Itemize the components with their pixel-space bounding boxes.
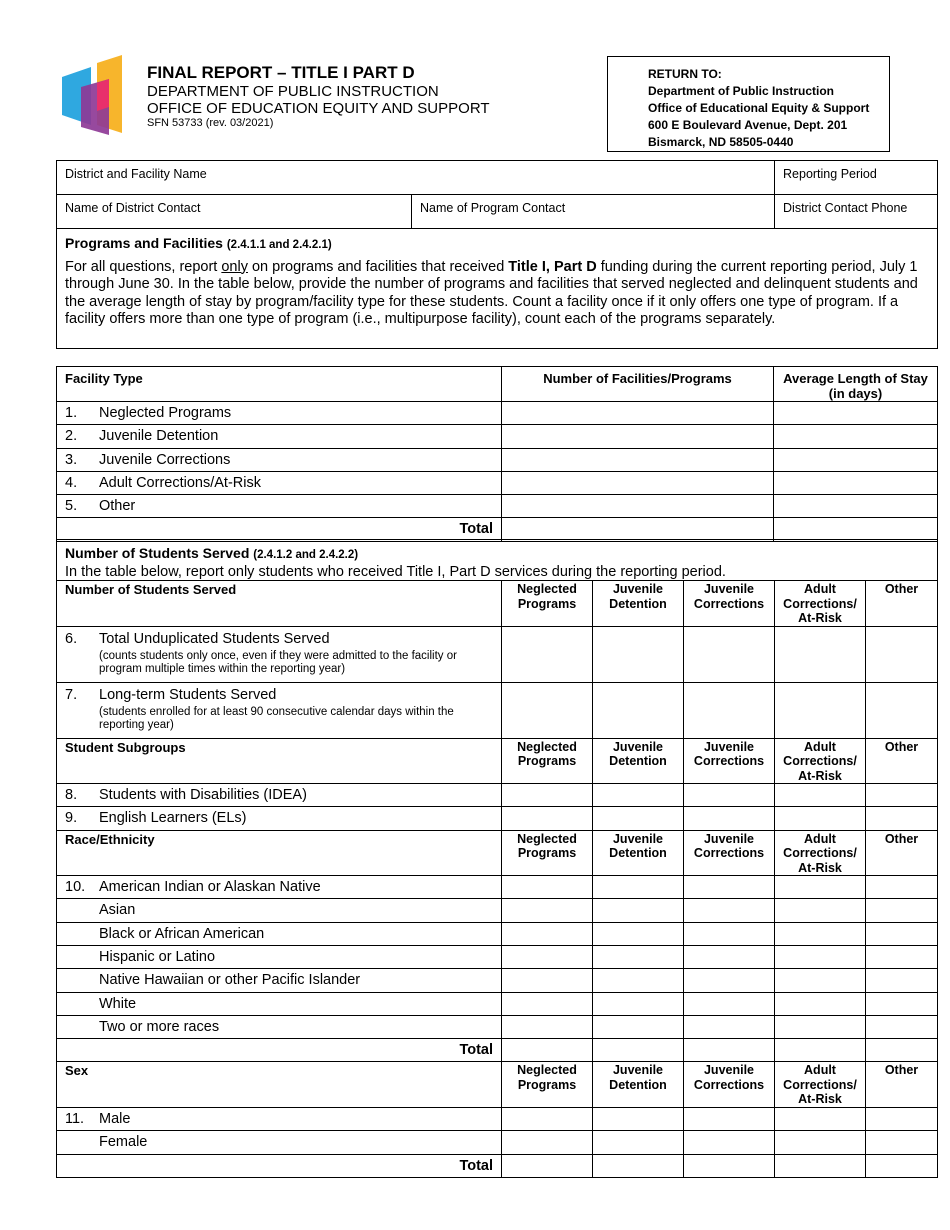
students-served-section <box>57 540 938 581</box>
return-to-box <box>607 56 890 152</box>
input-cell[interactable] <box>684 1015 775 1038</box>
row-label: Female <box>57 1131 502 1154</box>
field-label: Name of District Contact <box>65 201 201 215</box>
input-cell[interactable] <box>775 626 866 682</box>
input-cell[interactable] <box>593 784 684 807</box>
column-header: Juvenile Corrections <box>684 1062 775 1108</box>
input-cell[interactable] <box>502 425 774 448</box>
students-instructions: In the table below, report only students who received Title I, Part D services during the reporting period. <box>65 564 726 580</box>
total-row <box>57 1154 938 1177</box>
form-header <box>147 64 490 129</box>
input-cell[interactable] <box>775 969 866 992</box>
input-cell[interactable] <box>684 784 775 807</box>
column-header: Sex <box>57 1062 502 1108</box>
input-cell[interactable] <box>866 1131 938 1154</box>
column-header: Juvenile Detention <box>593 830 684 876</box>
reporting-period-field[interactable] <box>775 161 938 195</box>
input-cell[interactable] <box>502 807 593 830</box>
column-header: Facility Type <box>57 367 502 402</box>
column-header: Juvenile Corrections <box>684 830 775 876</box>
input-cell[interactable] <box>502 448 774 471</box>
input-cell[interactable] <box>502 992 593 1015</box>
input-cell[interactable] <box>502 402 774 425</box>
district-contact-field[interactable] <box>57 195 412 229</box>
column-header: Average Length of Stay (in days) <box>774 367 938 402</box>
input-cell[interactable] <box>502 1039 593 1062</box>
column-header: Adult Corrections/ At-Risk <box>775 738 866 784</box>
input-cell[interactable] <box>775 876 866 899</box>
input-cell[interactable] <box>593 899 684 922</box>
header-row <box>57 581 938 627</box>
column-header: Race/Ethnicity <box>57 830 502 876</box>
input-cell[interactable] <box>866 807 938 830</box>
row-label: 6. Total Unduplicated Students Served (counts students only once, even if they were admitted to the facility or program multiple times within the reporting year) <box>57 626 502 682</box>
input-cell[interactable] <box>866 945 938 968</box>
input-cell[interactable] <box>502 1107 593 1130</box>
input-cell[interactable] <box>684 1154 775 1177</box>
input-cell[interactable] <box>502 784 593 807</box>
column-header: Other <box>866 1062 938 1108</box>
input-cell[interactable] <box>774 495 938 518</box>
students-served-table <box>56 539 938 1178</box>
return-to-line: 600 E Boulevard Avenue, Dept. 201 <box>648 118 848 132</box>
column-header: Other <box>866 581 938 627</box>
input-cell[interactable] <box>502 899 593 922</box>
section-heading: Number of Students Served (2.4.1.2 and 2.4.2.2) <box>65 545 359 561</box>
input-cell[interactable] <box>866 1039 938 1062</box>
return-to-line: Department of Public Instruction <box>648 84 835 98</box>
column-header: Neglected Programs <box>502 830 593 876</box>
input-cell[interactable] <box>774 471 938 494</box>
input-cell[interactable] <box>866 922 938 945</box>
table-row <box>57 992 938 1015</box>
column-header: Other <box>866 830 938 876</box>
table-row <box>57 682 938 738</box>
return-to-label: RETURN TO: <box>648 67 722 81</box>
input-cell[interactable] <box>774 518 938 541</box>
return-to-line: Office of Educational Equity & Support <box>648 101 870 115</box>
programs-instructions: For all questions, report only on programs and facilities that received Title I, Part D funding during the current reporting period, July 1 through June 30. In the table below, provide the number of programs and facilities that served neglected and delinquent students and the average length of stay by program/facility type for these students. Count a facility once if it only offers one type of program. If a facility offers more than one type of program (i.e., multipurpose facility), count each of the programs separately. <box>65 258 918 327</box>
input-cell[interactable] <box>866 992 938 1015</box>
field-label: District and Facility Name <box>65 167 207 181</box>
input-cell[interactable] <box>775 1154 866 1177</box>
table-row <box>57 1107 938 1130</box>
input-cell[interactable] <box>775 899 866 922</box>
row-label: Black or African American <box>57 922 502 945</box>
row-label: Native Hawaiian or other Pacific Islander <box>57 969 502 992</box>
column-header: Juvenile Corrections <box>684 581 775 627</box>
district-phone-field[interactable] <box>775 195 938 229</box>
table-row <box>57 876 938 899</box>
input-cell[interactable] <box>775 807 866 830</box>
table-row <box>57 495 938 518</box>
input-cell[interactable] <box>593 682 684 738</box>
table-row <box>57 425 938 448</box>
input-cell[interactable] <box>502 626 593 682</box>
input-cell[interactable] <box>866 1154 938 1177</box>
program-contact-field[interactable] <box>412 195 775 229</box>
input-cell[interactable] <box>684 992 775 1015</box>
column-header: Number of Facilities/Programs <box>502 367 774 402</box>
table-row <box>57 471 938 494</box>
input-cell[interactable] <box>866 876 938 899</box>
table-row <box>57 969 938 992</box>
department-name: DEPARTMENT OF PUBLIC INSTRUCTION <box>147 83 439 100</box>
input-cell[interactable] <box>866 899 938 922</box>
facility-type-table <box>56 366 938 542</box>
input-cell[interactable] <box>866 1107 938 1130</box>
table-row <box>57 922 938 945</box>
input-cell[interactable] <box>775 992 866 1015</box>
column-header: Adult Corrections/ At-Risk <box>775 1062 866 1108</box>
column-header: Neglected Programs <box>502 581 593 627</box>
table-row <box>57 1015 938 1038</box>
input-cell[interactable] <box>593 876 684 899</box>
field-label: Reporting Period <box>783 167 877 181</box>
input-cell[interactable] <box>593 1107 684 1130</box>
input-cell[interactable] <box>593 1015 684 1038</box>
input-cell[interactable] <box>866 1015 938 1038</box>
input-cell[interactable] <box>775 1015 866 1038</box>
row-label: Asian <box>57 899 502 922</box>
input-cell[interactable] <box>502 1131 593 1154</box>
input-cell[interactable] <box>775 1039 866 1062</box>
input-cell[interactable] <box>502 495 774 518</box>
input-cell[interactable] <box>684 626 775 682</box>
input-cell[interactable] <box>684 945 775 968</box>
input-cell[interactable] <box>775 922 866 945</box>
total-row <box>57 1039 938 1062</box>
input-cell[interactable] <box>866 784 938 807</box>
row-label: 3. Juvenile Corrections <box>57 448 502 471</box>
column-header: Other <box>866 738 938 784</box>
column-header: Student Subgroups <box>57 738 502 784</box>
input-cell[interactable] <box>593 992 684 1015</box>
input-cell[interactable] <box>502 922 593 945</box>
input-cell[interactable] <box>775 1107 866 1130</box>
column-header: Neglected Programs <box>502 1062 593 1108</box>
input-cell[interactable] <box>684 807 775 830</box>
input-cell[interactable] <box>684 922 775 945</box>
total-label: Total <box>57 1154 502 1177</box>
total-row <box>57 518 938 541</box>
column-header: Neglected Programs <box>502 738 593 784</box>
field-label: Name of Program Contact <box>420 201 566 215</box>
input-cell[interactable] <box>775 682 866 738</box>
row-label: 9. English Learners (ELs) <box>57 807 502 830</box>
row-label: 11. Male <box>57 1107 502 1130</box>
column-header: Juvenile Detention <box>593 1062 684 1108</box>
district-facility-name-field[interactable] <box>57 161 775 195</box>
row-label: 7. Long-term Students Served (students enrolled for at least 90 consecutive calendar days within the reporting year) <box>57 682 502 738</box>
input-cell[interactable] <box>684 899 775 922</box>
section-heading: Programs and Facilities (2.4.1.1 and 2.4.2.1) <box>65 235 332 251</box>
input-cell[interactable] <box>502 969 593 992</box>
input-cell[interactable] <box>502 876 593 899</box>
dpi-logo <box>61 55 123 137</box>
field-label: District Contact Phone <box>783 201 908 215</box>
input-cell[interactable] <box>502 1015 593 1038</box>
input-cell[interactable] <box>502 682 593 738</box>
table-row <box>57 402 938 425</box>
column-header: Juvenile Corrections <box>684 738 775 784</box>
input-cell[interactable] <box>684 1039 775 1062</box>
input-cell[interactable] <box>502 471 774 494</box>
row-label: White <box>57 992 502 1015</box>
input-cell[interactable] <box>684 1131 775 1154</box>
total-label: Total <box>57 518 502 541</box>
input-cell[interactable] <box>775 945 866 968</box>
input-cell[interactable] <box>866 626 938 682</box>
return-to-line: Bismarck, ND 58505-0440 <box>648 135 794 149</box>
table-row <box>57 899 938 922</box>
table-row <box>57 626 938 682</box>
row-label: Two or more races <box>57 1015 502 1038</box>
input-cell[interactable] <box>866 682 938 738</box>
office-name: OFFICE OF EDUCATION EQUITY AND SUPPORT <box>147 100 490 117</box>
input-cell[interactable] <box>502 945 593 968</box>
row-label: 8. Students with Disabilities (IDEA) <box>57 784 502 807</box>
table-row <box>57 784 938 807</box>
row-label: 4. Adult Corrections/At-Risk <box>57 471 502 494</box>
input-cell[interactable] <box>774 448 938 471</box>
input-cell[interactable] <box>684 876 775 899</box>
input-cell[interactable] <box>593 969 684 992</box>
input-cell[interactable] <box>775 784 866 807</box>
input-cell[interactable] <box>502 1154 593 1177</box>
input-cell[interactable] <box>593 626 684 682</box>
row-label: 2. Juvenile Detention <box>57 425 502 448</box>
programs-facilities-section <box>57 229 938 349</box>
row-label: 5. Other <box>57 495 502 518</box>
column-header: Juvenile Detention <box>593 581 684 627</box>
table-row <box>57 1131 938 1154</box>
contact-info-table <box>56 160 938 349</box>
input-cell[interactable] <box>593 1131 684 1154</box>
column-header: Adult Corrections/ At-Risk <box>775 581 866 627</box>
total-label: Total <box>57 1039 502 1062</box>
input-cell[interactable] <box>684 1107 775 1130</box>
input-cell[interactable] <box>684 682 775 738</box>
input-cell[interactable] <box>774 402 938 425</box>
form-number: SFN 53733 (rev. 03/2021) <box>147 117 274 129</box>
row-label: Hispanic or Latino <box>57 945 502 968</box>
table-row <box>57 945 938 968</box>
input-cell[interactable] <box>593 945 684 968</box>
input-cell[interactable] <box>502 518 774 541</box>
column-header: Adult Corrections/ At-Risk <box>775 830 866 876</box>
header-row <box>57 738 938 784</box>
input-cell[interactable] <box>866 969 938 992</box>
input-cell[interactable] <box>593 807 684 830</box>
header-row <box>57 1062 938 1108</box>
input-cell[interactable] <box>593 922 684 945</box>
row-label: 1. Neglected Programs <box>57 402 502 425</box>
form-title: FINAL REPORT – TITLE I PART D <box>147 63 415 82</box>
input-cell[interactable] <box>774 425 938 448</box>
row-label: 10. American Indian or Alaskan Native <box>57 876 502 899</box>
column-header: Number of Students Served <box>57 581 502 627</box>
column-header: Juvenile Detention <box>593 738 684 784</box>
table-row <box>57 807 938 830</box>
input-cell[interactable] <box>593 1039 684 1062</box>
table-row <box>57 448 938 471</box>
input-cell[interactable] <box>775 1131 866 1154</box>
header-row <box>57 830 938 876</box>
input-cell[interactable] <box>593 1154 684 1177</box>
input-cell[interactable] <box>684 969 775 992</box>
